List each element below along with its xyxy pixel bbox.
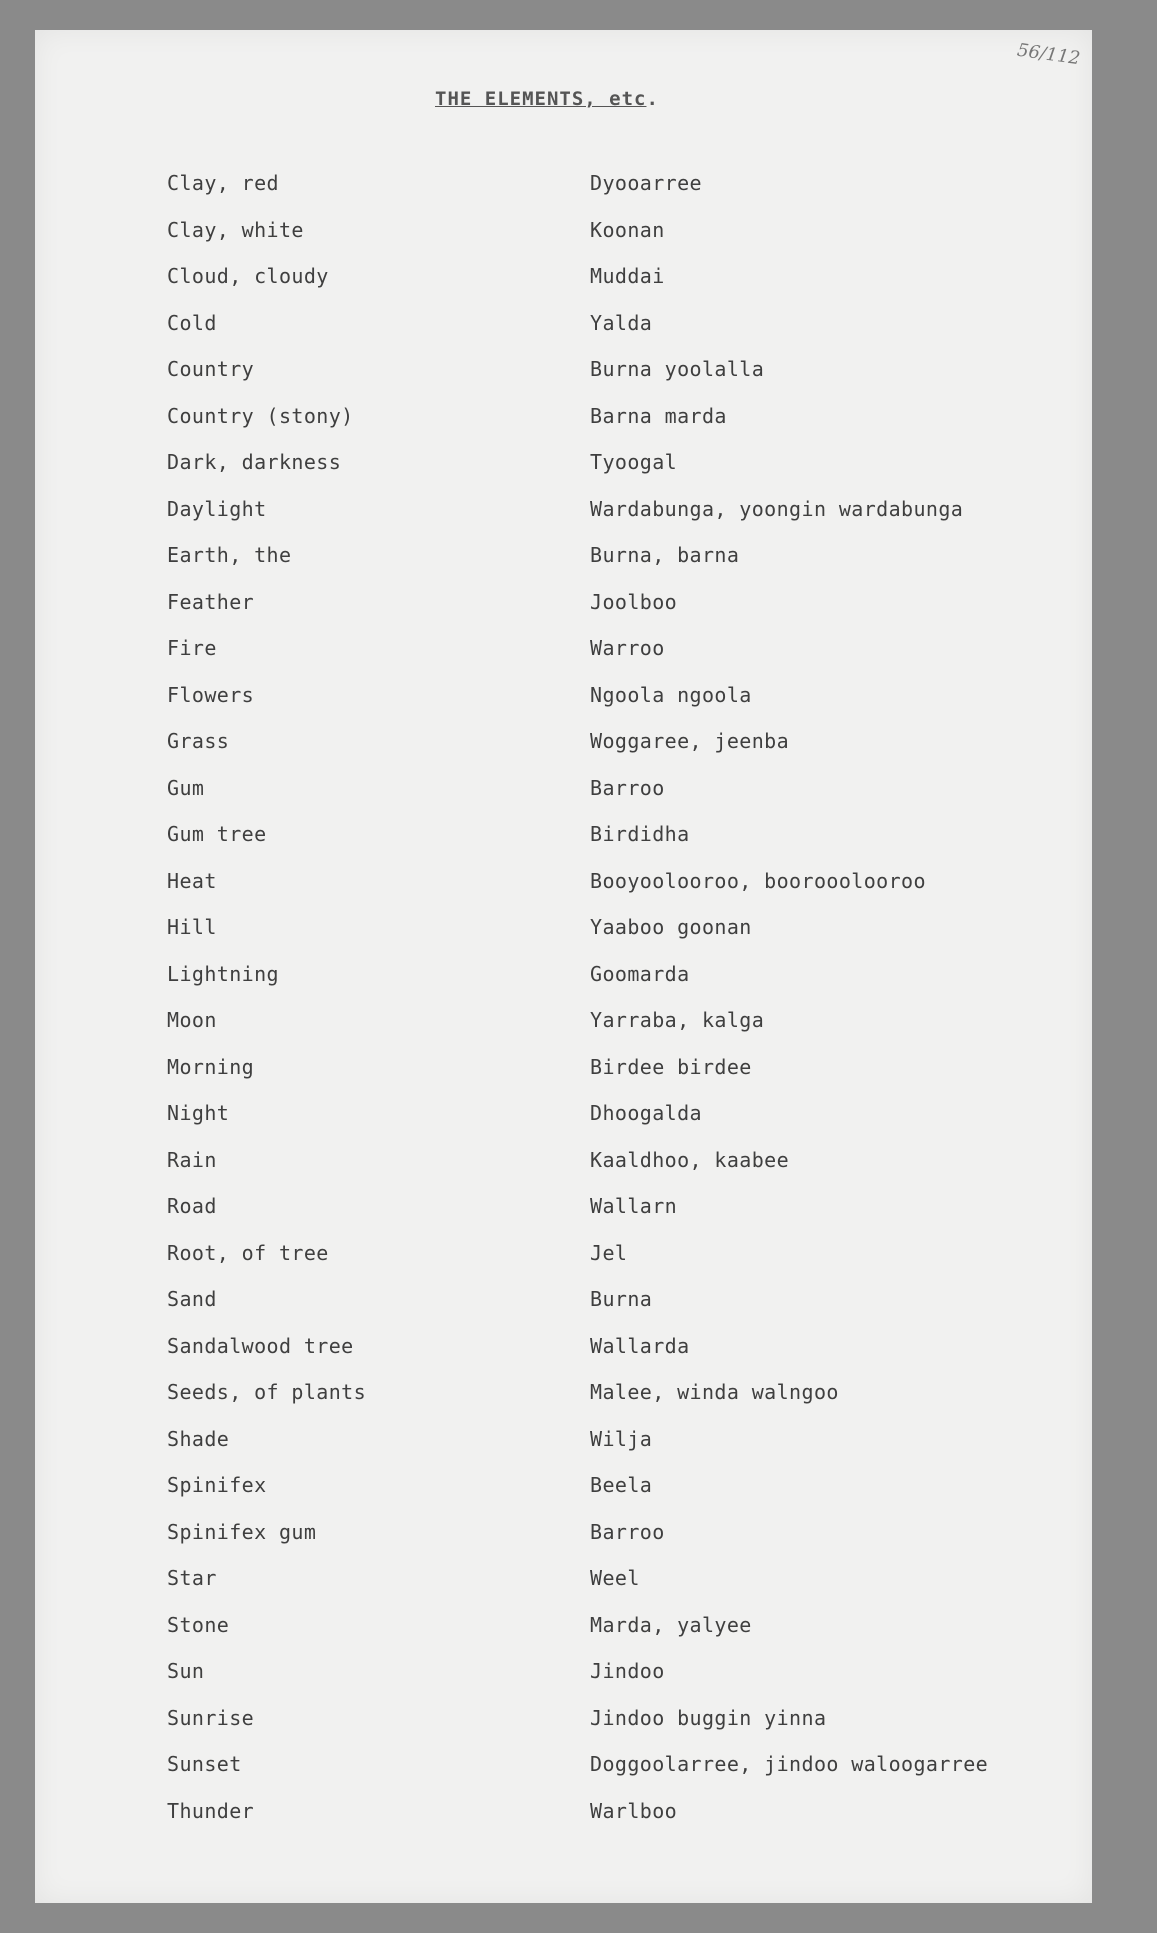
vocabulary-row <box>167 1648 1067 1695</box>
english-term: Hill <box>167 915 217 940</box>
vocabulary-row <box>167 1276 1067 1323</box>
english-term: Shade <box>167 1426 230 1451</box>
english-term: Spinifex gum <box>167 1519 317 1544</box>
vocabulary-row <box>167 951 1067 998</box>
aboriginal-term: Yalda <box>590 310 653 335</box>
page-title <box>435 88 659 110</box>
english-term: Clay, white <box>167 217 304 242</box>
vocabulary-row <box>167 997 1067 1044</box>
english-term: Morning <box>167 1054 255 1079</box>
vocabulary-row <box>167 1602 1067 1649</box>
vocabulary-row <box>167 904 1067 951</box>
vocabulary-row <box>167 253 1067 300</box>
aboriginal-term: Burna yoolalla <box>590 357 765 382</box>
vocabulary-row <box>167 207 1067 254</box>
page-title-text: THE ELEMENTS, etc <box>435 88 647 110</box>
vocabulary-row <box>167 1044 1067 1091</box>
aboriginal-term: Barroo <box>590 775 665 800</box>
english-term: Clay, red <box>167 171 279 196</box>
english-term: Country (stony) <box>167 403 354 428</box>
aboriginal-term: Burna <box>590 1287 653 1312</box>
vocabulary-row <box>167 486 1067 533</box>
aboriginal-term: Tyoogal <box>590 450 678 475</box>
vocabulary-row <box>167 1741 1067 1788</box>
vocabulary-row <box>167 1323 1067 1370</box>
aboriginal-term: Jindoo buggin yinna <box>590 1705 827 1730</box>
aboriginal-term: Dhoogalda <box>590 1101 702 1126</box>
english-term: Lightning <box>167 961 279 986</box>
vocabulary-row <box>167 1462 1067 1509</box>
vocabulary-row <box>167 439 1067 486</box>
aboriginal-term: Yaaboo goonan <box>590 915 752 940</box>
vocabulary-row <box>167 765 1067 812</box>
aboriginal-term: Malee, winda walngoo <box>590 1380 839 1405</box>
vocabulary-row <box>167 858 1067 905</box>
english-term: Thunder <box>167 1798 255 1823</box>
aboriginal-term: Joolboo <box>590 589 678 614</box>
english-term: Sunrise <box>167 1705 255 1730</box>
english-term: Daylight <box>167 496 267 521</box>
vocabulary-row <box>167 1555 1067 1602</box>
english-term: Earth, the <box>167 543 292 568</box>
aboriginal-term: Beela <box>590 1473 653 1498</box>
vocabulary-row <box>167 811 1067 858</box>
aboriginal-term: Burna, barna <box>590 543 740 568</box>
english-term: Sunset <box>167 1752 242 1777</box>
english-term: Cloud, cloudy <box>167 264 329 289</box>
vocabulary-row <box>167 1183 1067 1230</box>
vocabulary-row <box>167 718 1067 765</box>
aboriginal-term: Kaaldhoo, kaabee <box>590 1147 790 1172</box>
english-term: Heat <box>167 868 217 893</box>
vocabulary-row <box>167 1788 1067 1835</box>
english-term: Root, of tree <box>167 1240 329 1265</box>
english-term: Sun <box>167 1659 205 1684</box>
aboriginal-term: Barroo <box>590 1519 665 1544</box>
aboriginal-term: Wilja <box>590 1426 653 1451</box>
aboriginal-term: Doggoolarree, jindoo waloogarree <box>590 1752 989 1777</box>
english-term: Gum tree <box>167 822 267 847</box>
aboriginal-term: Koonan <box>590 217 665 242</box>
vocabulary-row <box>167 1695 1067 1742</box>
vocabulary-row <box>167 1369 1067 1416</box>
english-term: Sand <box>167 1287 217 1312</box>
page-title-suffix: . <box>646 88 659 110</box>
aboriginal-term: Warlboo <box>590 1798 678 1823</box>
english-term: Moon <box>167 1008 217 1033</box>
aboriginal-term: Woggaree, jeenba <box>590 729 790 754</box>
english-term: Night <box>167 1101 230 1126</box>
aboriginal-term: Warroo <box>590 636 665 661</box>
aboriginal-term: Booyoolooroo, boorooolooroo <box>590 868 926 893</box>
vocabulary-row <box>167 1137 1067 1184</box>
aboriginal-term: Birdidha <box>590 822 690 847</box>
english-term: Star <box>167 1566 217 1591</box>
vocabulary-row <box>167 393 1067 440</box>
vocabulary-list <box>167 160 1067 1834</box>
vocabulary-row <box>167 346 1067 393</box>
vocabulary-row <box>167 1230 1067 1277</box>
english-term: Gum <box>167 775 205 800</box>
aboriginal-term: Dyooarree <box>590 171 702 196</box>
aboriginal-term: Jindoo <box>590 1659 665 1684</box>
vocabulary-row <box>167 579 1067 626</box>
aboriginal-term: Jel <box>590 1240 628 1265</box>
vocabulary-row <box>167 672 1067 719</box>
vocabulary-row <box>167 1090 1067 1137</box>
english-term: Cold <box>167 310 217 335</box>
english-term: Road <box>167 1194 217 1219</box>
english-term: Seeds, of plants <box>167 1380 367 1405</box>
vocabulary-row <box>167 1509 1067 1556</box>
page-reference-number: 56/112 <box>1015 39 1082 70</box>
aboriginal-term: Ngoola ngoola <box>590 682 752 707</box>
vocabulary-row <box>167 625 1067 672</box>
english-term: Spinifex <box>167 1473 267 1498</box>
vocabulary-row <box>167 1416 1067 1463</box>
vocabulary-row <box>167 532 1067 579</box>
english-term: Stone <box>167 1612 230 1637</box>
aboriginal-term: Marda, yalyee <box>590 1612 752 1637</box>
english-term: Dark, darkness <box>167 450 342 475</box>
document-page <box>35 30 1092 1903</box>
english-term: Flowers <box>167 682 255 707</box>
english-term: Country <box>167 357 255 382</box>
aboriginal-term: Wallarn <box>590 1194 678 1219</box>
aboriginal-term: Birdee birdee <box>590 1054 752 1079</box>
vocabulary-row <box>167 300 1067 347</box>
aboriginal-term: Wallarda <box>590 1333 690 1358</box>
english-term: Feather <box>167 589 255 614</box>
aboriginal-term: Yarraba, kalga <box>590 1008 765 1033</box>
aboriginal-term: Goomarda <box>590 961 690 986</box>
aboriginal-term: Wardabunga, yoongin wardabunga <box>590 496 964 521</box>
english-term: Grass <box>167 729 230 754</box>
english-term: Fire <box>167 636 217 661</box>
english-term: Rain <box>167 1147 217 1172</box>
aboriginal-term: Weel <box>590 1566 640 1591</box>
vocabulary-row <box>167 160 1067 207</box>
aboriginal-term: Muddai <box>590 264 665 289</box>
aboriginal-term: Barna marda <box>590 403 727 428</box>
english-term: Sandalwood tree <box>167 1333 354 1358</box>
